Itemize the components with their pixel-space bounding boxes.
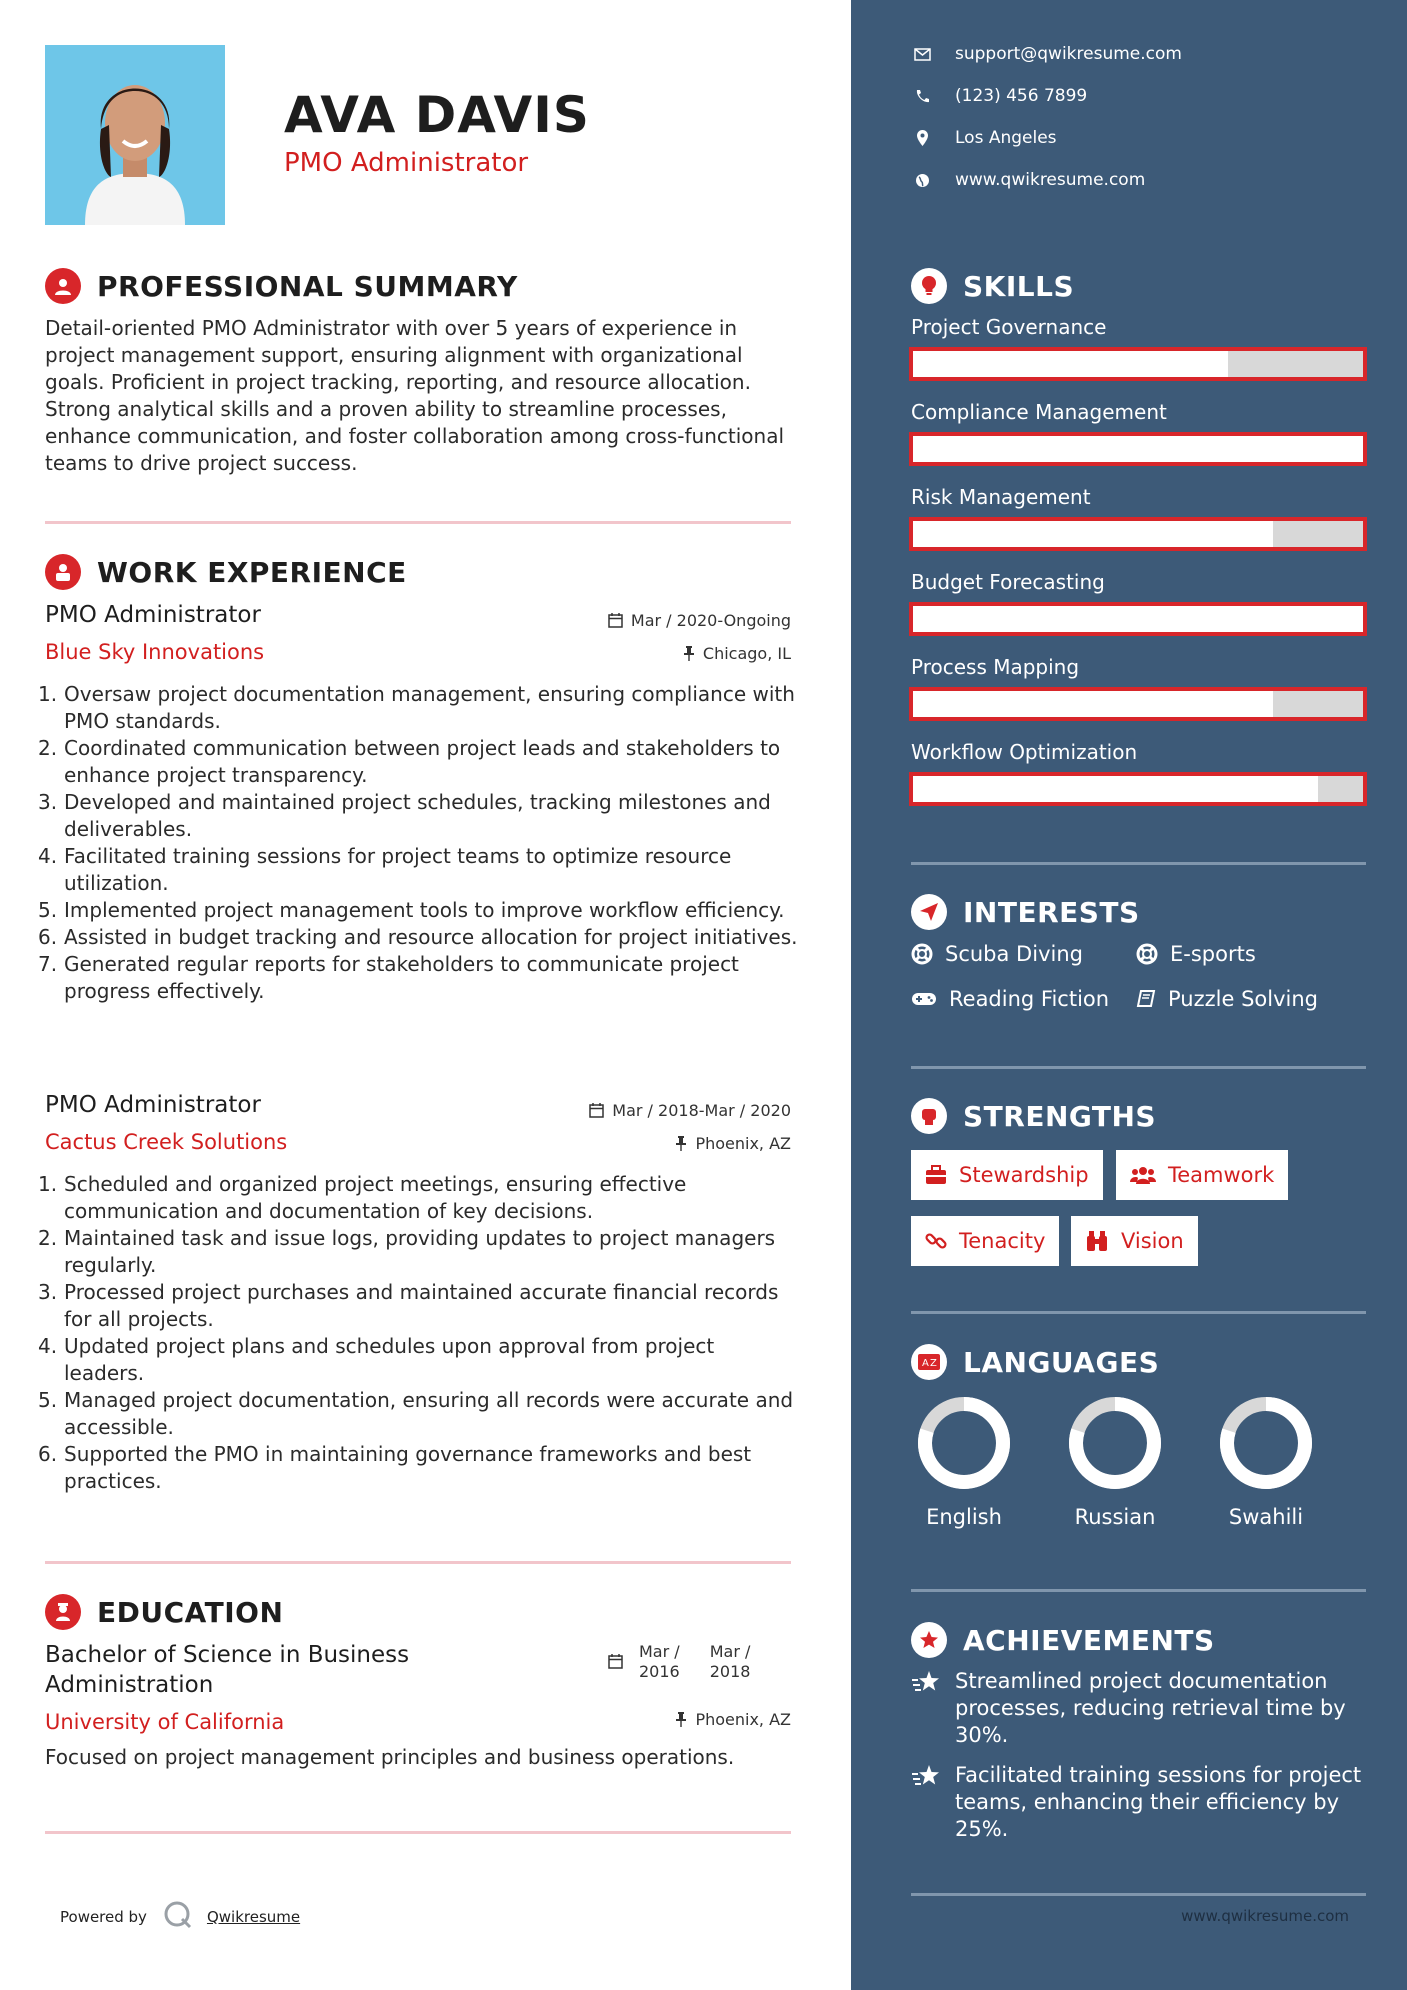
list-item-number: 4. [38, 1334, 58, 1358]
list-item [38, 1225, 798, 1279]
skill-track [913, 691, 1363, 717]
skill-track [913, 436, 1363, 462]
interest-item [1136, 942, 1256, 966]
skill-bar [909, 432, 1367, 466]
user-icon [45, 268, 81, 304]
skill-bar [909, 687, 1367, 721]
pin-icon [683, 646, 695, 661]
language-gauge [1218, 1395, 1314, 1491]
link-icon [925, 1230, 947, 1252]
job-bullets [38, 1171, 798, 1495]
education-start-month: Mar / [639, 1642, 680, 1661]
education-end-year: 2018 [709, 1662, 751, 1681]
job-dates-text: Mar / 2020-Ongoing [630, 611, 791, 630]
job-title: PMO Administrator [45, 602, 261, 628]
list-item-number: 2. [38, 1226, 58, 1250]
list-item-number: 1. [38, 682, 58, 706]
skill-track [913, 606, 1363, 632]
interests-heading [911, 894, 1140, 930]
contact-email [911, 44, 1182, 64]
job-location [683, 644, 791, 663]
list-item [38, 789, 798, 843]
skill-fill [913, 436, 1363, 462]
list-item-text: Coordinated communication between project leads and stakeholders to enhance project transparency. [64, 736, 781, 787]
list-item-text: Generated regular reports for stakeholders to communicate project progress effectively. [64, 952, 739, 1003]
briefcase-icon [925, 1165, 947, 1185]
list-item-text: Implemented project management tools to improve workflow efficiency. [64, 898, 785, 922]
language-label: Swahili [1228, 1505, 1304, 1529]
skill-bar [909, 602, 1367, 636]
contact-email-text[interactable]: support@qwikresume.com [955, 44, 1182, 64]
achievement-text: Facilitated training sessions for project teams, enhancing their efficiency by 25%. [955, 1763, 1362, 1841]
book-icon [1136, 989, 1156, 1009]
education-heading [45, 1594, 283, 1630]
envelope-icon [911, 48, 933, 61]
briefcase-person-icon [45, 554, 81, 590]
pin-icon [675, 1136, 687, 1151]
job-location [675, 1134, 791, 1153]
skill-fill [913, 351, 1228, 377]
contact-website-text[interactable]: www.qwikresume.com [955, 170, 1146, 190]
list-item-text: Updated project plans and schedules upon approval from project leaders. [64, 1334, 715, 1385]
list-item-number: 3. [38, 1280, 58, 1304]
list-item-number: 5. [38, 1388, 58, 1412]
list-item-text: Scheduled and organized project meetings, ensuring effective communication and documentation of key decisions. [64, 1172, 687, 1223]
qwikresume-logo-icon [163, 1900, 193, 1934]
strength-badge [1071, 1216, 1198, 1266]
education-dates [608, 1642, 750, 1682]
paper-plane-icon [911, 894, 947, 930]
list-item-number: 5. [38, 898, 58, 922]
contact-website [911, 170, 1145, 190]
job-dates-text: Mar / 2018-Mar / 2020 [612, 1101, 791, 1120]
list-item-number: 6. [38, 1442, 58, 1466]
list-item-text: Supported the PMO in maintaining governance frameworks and best practices. [64, 1442, 752, 1493]
language-item [1060, 1395, 1170, 1529]
divider [911, 1893, 1366, 1896]
skill-fill [913, 691, 1273, 717]
divider [45, 521, 791, 524]
skill-bar [909, 772, 1367, 806]
list-item [38, 1333, 798, 1387]
list-item-number: 3. [38, 790, 58, 814]
list-item-text: Developed and maintained project schedules, tracking milestones and deliverables. [64, 790, 771, 841]
lifebuoy-icon [1136, 943, 1158, 965]
education-location [675, 1710, 791, 1729]
skills-heading [911, 268, 1074, 304]
summary-heading [45, 268, 518, 304]
skill-track [913, 351, 1363, 377]
interest-label: Scuba Diving [945, 942, 1083, 966]
list-item-number: 2. [38, 736, 58, 760]
calendar-icon [589, 1103, 604, 1118]
achievement-text: Streamlined project documentation processes, reducing retrieval time by 30%. [955, 1669, 1346, 1747]
education-start [639, 1642, 680, 1682]
company-name: Blue Sky Innovations [45, 640, 265, 664]
summary-title: PROFESSIONAL SUMMARY [97, 269, 518, 303]
list-item-text: Processed project purchases and maintained accurate financial records for all projects. [64, 1280, 779, 1331]
job-location-text: Phoenix, AZ [695, 1134, 791, 1153]
phone-icon [911, 89, 933, 104]
education-end-month: Mar / [709, 1642, 751, 1661]
pin-icon [675, 1712, 687, 1727]
calendar-icon [608, 613, 623, 628]
lifebuoy-icon [911, 943, 933, 965]
list-item [38, 1441, 798, 1495]
strengths-title: STRENGTHS [963, 1099, 1157, 1133]
summary-text: Detail-oriented PMO Administrator with over 5 years of experience in project management support, ensuring alignment with organizational goals. Proficient in project tracking, reporting, and resource allocation. Strong analytical skills and a proven ability to streamline processes, enhance communication, and foster collaboration among cross-functional teams to drive project success. [45, 316, 785, 475]
strength-badge [1116, 1150, 1288, 1200]
lightbulb-icon [911, 268, 947, 304]
svg-text:Z: Z [930, 1358, 937, 1369]
globe-icon [911, 173, 933, 188]
job-dates [608, 611, 791, 630]
list-item-number: 1. [38, 1172, 58, 1196]
interests-title: INTERESTS [963, 895, 1140, 929]
star-icon [911, 1668, 955, 1749]
list-item [38, 1171, 798, 1225]
strengths-heading [911, 1098, 1156, 1134]
contact-phone [911, 86, 1087, 106]
strength-label: Tenacity [959, 1229, 1046, 1253]
sidebar [851, 0, 1407, 1990]
divider [45, 1831, 791, 1834]
languages-title: LANGUAGES [963, 1345, 1160, 1379]
list-item-text: Facilitated training sessions for project teams to optimize resource utilization. [64, 844, 732, 895]
job-location-text: Chicago, IL [702, 644, 791, 663]
education-end [710, 1642, 751, 1682]
list-item [38, 843, 798, 897]
company-name: Cactus Creek Solutions [45, 1130, 288, 1154]
job-dates [589, 1101, 791, 1120]
powered-by [60, 1900, 300, 1934]
degree-name: Bachelor of Science in Business Administration [45, 1642, 410, 1698]
users-icon [1130, 1165, 1156, 1185]
calendar-icon [608, 1654, 623, 1682]
divider [911, 862, 1366, 865]
gamepad-icon [911, 991, 937, 1007]
list-item [38, 1279, 798, 1333]
language-gauge [1067, 1395, 1163, 1491]
list-item-number: 4. [38, 844, 58, 868]
star-icon [911, 1762, 955, 1843]
strength-label: Teamwork [1168, 1163, 1275, 1187]
list-item-text: Oversaw project documentation management, ensuring compliance with PMO standards. [64, 682, 795, 733]
fist-icon [911, 1098, 947, 1134]
interest-label: E-sports [1170, 942, 1256, 966]
translate-icon [911, 1344, 947, 1380]
list-item-text: Maintained task and issue logs, providing updates to project managers regularly. [64, 1226, 776, 1277]
strength-badge [911, 1150, 1103, 1200]
graduate-icon [45, 1594, 81, 1630]
skill-track [913, 776, 1363, 802]
skill-fill [913, 776, 1318, 802]
language-item [1211, 1395, 1321, 1529]
interest-item [1136, 987, 1318, 1011]
work-title: WORK EXPERIENCE [97, 555, 407, 589]
contact-location-text: Los Angeles [955, 128, 1057, 148]
skill-name: Compliance Management [911, 400, 1167, 424]
skill-bar [909, 517, 1367, 551]
skill-name: Process Mapping [911, 655, 1080, 679]
list-item-number: 6. [38, 925, 58, 949]
interest-label: Puzzle Solving [1168, 987, 1318, 1011]
achievements-title: ACHIEVEMENTS [963, 1623, 1215, 1657]
skill-bar [909, 347, 1367, 381]
divider [911, 1066, 1366, 1069]
language-item [909, 1395, 1019, 1529]
list-item-text: Assisted in budget tracking and resource allocation for project initiatives. [64, 925, 798, 949]
skill-name: Workflow Optimization [911, 740, 1138, 764]
contact-phone-text: (123) 456 7899 [955, 86, 1088, 106]
education-title: EDUCATION [97, 1595, 284, 1629]
skill-name: Risk Management [911, 485, 1091, 509]
list-item [38, 681, 798, 735]
job-title: PMO Administrator [45, 1092, 261, 1118]
achievement-item [911, 1762, 1371, 1843]
divider [45, 1561, 791, 1564]
skills-title: SKILLS [963, 269, 1075, 303]
skill-track [913, 521, 1363, 547]
candidate-role: PMO Administrator [284, 148, 529, 178]
achievements-heading [911, 1622, 1215, 1658]
footer-website[interactable]: www.qwikresume.com [1181, 1907, 1349, 1925]
list-item [38, 1387, 798, 1441]
profile-photo [45, 45, 225, 225]
work-heading [45, 554, 407, 590]
location-pin-icon [911, 130, 933, 146]
achievement-item [911, 1668, 1371, 1749]
qwikresume-link[interactable]: Qwikresume [206, 1908, 301, 1926]
school-name: University of California [45, 1710, 285, 1734]
list-item [38, 897, 798, 924]
star-badge-icon [911, 1622, 947, 1658]
languages-heading [911, 1344, 1159, 1380]
candidate-name: AVA DAVIS [284, 86, 590, 144]
powered-by-label: Powered by [60, 1908, 147, 1926]
svg-text:A: A [922, 1358, 929, 1369]
education-description: Focused on project management principles and business operations. [45, 1745, 735, 1769]
interest-item [911, 942, 1083, 966]
divider [911, 1311, 1366, 1314]
strength-label: Stewardship [959, 1163, 1089, 1187]
list-item [38, 735, 798, 789]
list-item [38, 924, 798, 951]
contact-location [911, 128, 1057, 148]
skill-fill [913, 606, 1363, 632]
skill-name: Project Governance [911, 315, 1107, 339]
language-label: Russian [1074, 1505, 1156, 1529]
education-start-year: 2016 [639, 1662, 680, 1681]
language-gauge [916, 1395, 1012, 1491]
education-location-text: Phoenix, AZ [695, 1710, 791, 1729]
list-item-text: Managed project documentation, ensuring all records were accurate and accessible. [64, 1388, 794, 1439]
list-item [38, 951, 798, 1005]
interest-label: Reading Fiction [949, 987, 1110, 1011]
language-label: English [926, 1505, 1002, 1529]
skill-name: Budget Forecasting [911, 570, 1105, 594]
list-item-number: 7. [38, 952, 58, 976]
interest-item [911, 987, 1109, 1011]
strength-badge [911, 1216, 1059, 1266]
skill-fill [913, 521, 1273, 547]
job-bullets [38, 681, 798, 1005]
divider [911, 1589, 1366, 1592]
strength-label: Vision [1121, 1229, 1184, 1253]
binoculars-icon [1085, 1230, 1109, 1252]
